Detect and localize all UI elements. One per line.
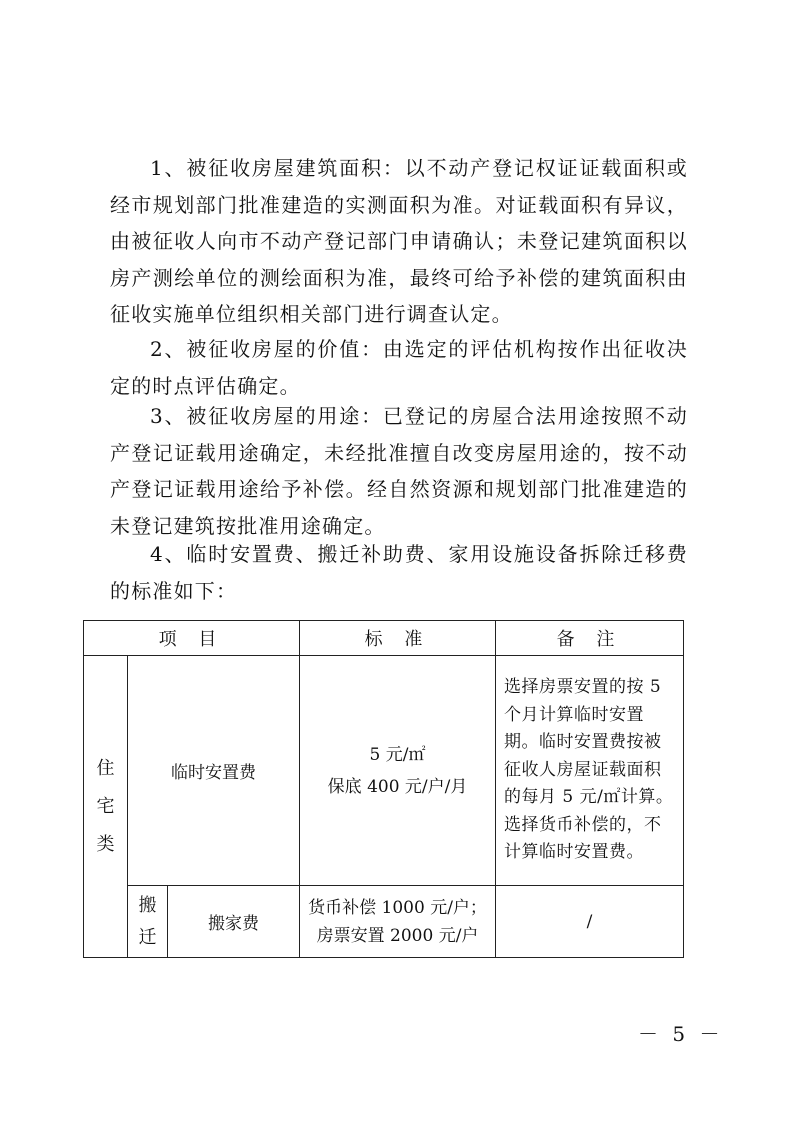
- fee-standard-table: [83, 620, 684, 958]
- note-cell: 选择房票安置的按 5 个月计算临时安置期。临时安置费按被征收人房屋证载面积的每月 5 元/㎡计算。选择货币补偿的，不计算临时安置费。: [496, 656, 684, 886]
- table-header-row: [84, 621, 684, 656]
- item-moving-fee: 搬家费: [168, 886, 300, 958]
- header-standard: 标 准: [300, 621, 496, 656]
- table-row: [84, 656, 684, 886]
- category-cell: [84, 656, 128, 958]
- standard-line: 保底 400 元/户/月: [327, 776, 468, 797]
- paragraph-fee-standards: 4、临时安置费、搬迁补助费、家用设施设备拆除迁移费的标准如下：: [110, 542, 688, 603]
- category-char: 住: [96, 757, 115, 779]
- item-temporary-resettlement: 临时安置费: [128, 656, 300, 886]
- category-char: 类: [96, 833, 115, 855]
- group-char: 迁: [138, 926, 157, 948]
- standard-cell: [300, 656, 496, 886]
- paragraph-house-usage: 3、被征收房屋的用途：已登记的房屋合法用途按照不动产登记证载用途确定，未经批准擅自改变房屋用途的，按不动产登记证载用途给予补偿。经自然资源和规划部门批准建造的未登记建筑按批准用途确定。: [110, 404, 688, 538]
- category-char: 宅: [96, 795, 115, 817]
- standard-line: 货币补偿 1000 元/户；: [308, 897, 487, 918]
- group-char: 搬: [138, 894, 157, 916]
- group-cell: [128, 886, 168, 958]
- header-item: 项 目: [84, 621, 300, 656]
- paragraph-house-value: 2、被征收房屋的价值：由选定的评估机构按作出征收决定的时点评估确定。: [110, 337, 688, 398]
- standard-line: 5 元/㎡: [369, 744, 426, 765]
- standard-line: 房票安置 2000 元/户: [316, 925, 479, 946]
- paragraph-building-area: 1、被征收房屋建筑面积：以不动产登记权证证载面积或经市规划部门批准建造的实测面积为准。对证载面积有异议，由被征收人向市不动产登记部门申请确认；未登记建筑面积以房产测绘单位的测绘面积为准，最终可给予补偿的建筑面积由征收实施单位组织相关部门进行调查认定。: [110, 156, 688, 326]
- note-cell: /: [496, 886, 684, 958]
- page-number: － 5 －: [638, 1022, 724, 1046]
- table-row: [84, 886, 684, 958]
- standard-cell: [300, 886, 496, 958]
- header-note: 备 注: [496, 621, 684, 656]
